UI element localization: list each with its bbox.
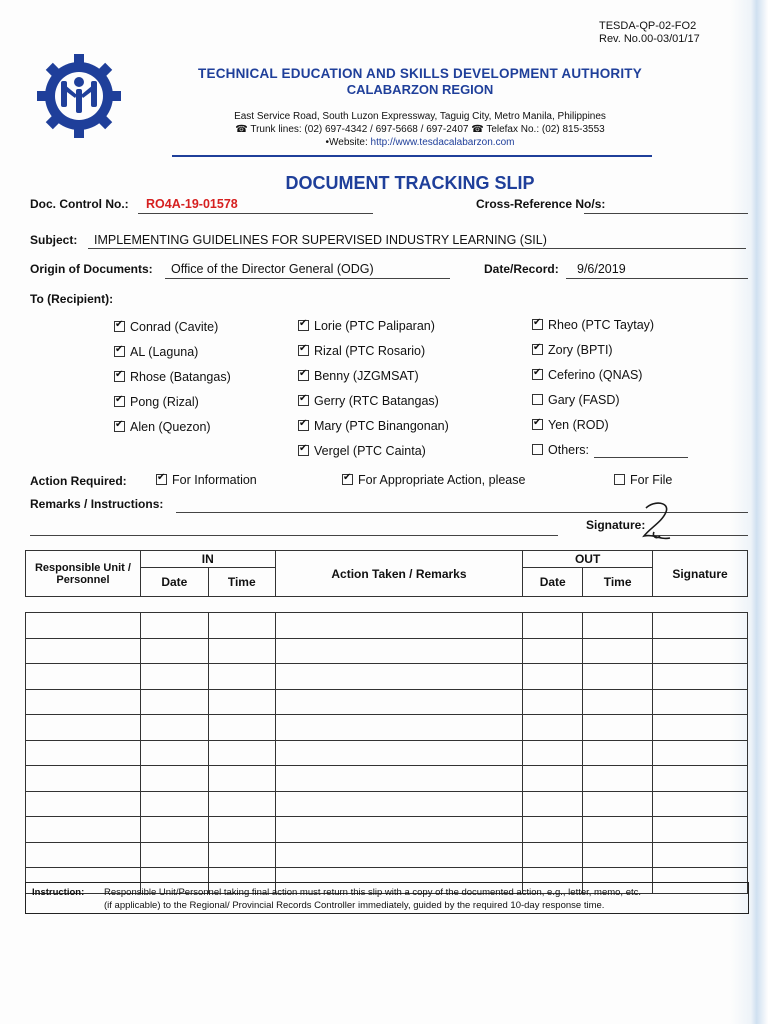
table-cell[interactable] bbox=[275, 638, 523, 664]
date-record-label: Date/Record: bbox=[484, 262, 559, 276]
table-cell[interactable] bbox=[583, 842, 653, 868]
checkbox-checked[interactable] bbox=[298, 370, 309, 381]
checkbox-checked[interactable] bbox=[114, 396, 125, 407]
table-row bbox=[26, 766, 748, 792]
table-row bbox=[26, 842, 748, 868]
table-cell[interactable] bbox=[523, 766, 583, 792]
table-cell[interactable] bbox=[275, 791, 523, 817]
col-in-date: Date bbox=[140, 568, 208, 597]
phone-icon: ☎ bbox=[235, 124, 248, 135]
table-cell[interactable] bbox=[523, 842, 583, 868]
table-cell[interactable] bbox=[208, 715, 275, 741]
checkbox-checked[interactable] bbox=[114, 371, 125, 382]
checkbox-checked[interactable] bbox=[298, 445, 309, 456]
col-action-taken: Action Taken / Remarks bbox=[275, 551, 523, 597]
doc-control-line bbox=[138, 213, 373, 214]
tracking-table-body bbox=[25, 612, 748, 894]
org-region: CALABARZON REGION bbox=[346, 82, 494, 97]
table-row bbox=[26, 638, 748, 664]
cross-ref-line bbox=[584, 213, 748, 214]
table-cell[interactable] bbox=[523, 664, 583, 690]
table-cell[interactable] bbox=[140, 740, 208, 766]
recipient-item[interactable] bbox=[298, 394, 449, 419]
table-cell[interactable] bbox=[523, 613, 583, 639]
form-code-block bbox=[599, 20, 700, 46]
table-cell[interactable] bbox=[208, 842, 275, 868]
trunk-lines: Trunk lines: (02) 697-4342 / 697-5668 / 697-2407 bbox=[250, 124, 469, 135]
col-signature: Signature bbox=[653, 551, 748, 597]
recipient-item[interactable] bbox=[298, 369, 449, 394]
table-row bbox=[26, 715, 748, 741]
table-cell[interactable] bbox=[653, 689, 748, 715]
recipient-item-label: Mary (PTC Binangonan) bbox=[314, 419, 449, 433]
date-record-line bbox=[566, 278, 748, 279]
table-cell[interactable] bbox=[523, 817, 583, 843]
table-cell[interactable] bbox=[583, 689, 653, 715]
recipient-item[interactable] bbox=[114, 320, 231, 345]
action-option[interactable] bbox=[156, 473, 257, 487]
table-row bbox=[26, 817, 748, 843]
table-cell[interactable] bbox=[653, 842, 748, 868]
table-cell[interactable] bbox=[208, 740, 275, 766]
others-line bbox=[594, 457, 688, 458]
table-cell[interactable] bbox=[275, 613, 523, 639]
table-cell[interactable] bbox=[140, 664, 208, 690]
table-cell[interactable] bbox=[523, 689, 583, 715]
org-address-block bbox=[160, 110, 680, 149]
table-cell[interactable] bbox=[583, 613, 653, 639]
table-cell[interactable] bbox=[583, 638, 653, 664]
recipient-col-2 bbox=[298, 319, 449, 469]
org-website-line bbox=[160, 136, 680, 149]
recipient-item-label: Others: bbox=[548, 443, 589, 457]
subject-label: Subject: bbox=[30, 233, 78, 247]
table-cell[interactable] bbox=[275, 740, 523, 766]
table-cell[interactable] bbox=[583, 664, 653, 690]
table-cell[interactable] bbox=[140, 613, 208, 639]
recipient-item-label: Rhose (Batangas) bbox=[130, 370, 231, 384]
org-name: TECHNICAL EDUCATION AND SKILLS DEVELOPMENT AUTHORITY bbox=[198, 66, 642, 81]
table-cell[interactable] bbox=[275, 689, 523, 715]
recipient-label: To (Recipient): bbox=[30, 292, 114, 306]
table-row bbox=[26, 740, 748, 766]
table-cell[interactable] bbox=[26, 689, 141, 715]
checkbox-checked[interactable] bbox=[114, 321, 125, 332]
recipient-item-label: Alen (Quezon) bbox=[130, 420, 211, 434]
revision-number: Rev. No.00-03/01/17 bbox=[599, 33, 700, 45]
table-cell[interactable] bbox=[26, 791, 141, 817]
origin-line bbox=[165, 278, 450, 279]
recipient-item[interactable] bbox=[114, 395, 231, 420]
col-responsible-unit: Responsible Unit / Personnel bbox=[26, 551, 141, 597]
table-cell[interactable] bbox=[275, 842, 523, 868]
page-title: DOCUMENT TRACKING SLIP bbox=[285, 173, 535, 193]
checkbox-unchecked[interactable] bbox=[532, 444, 543, 455]
action-required-label: Action Required: bbox=[30, 474, 127, 488]
form-code: TESDA-QP-02-FO2 bbox=[599, 20, 697, 32]
table-cell[interactable] bbox=[208, 766, 275, 792]
table-row bbox=[26, 664, 748, 690]
checkbox-checked[interactable] bbox=[114, 346, 125, 357]
col-in: IN bbox=[140, 551, 275, 568]
table-cell[interactable] bbox=[653, 613, 748, 639]
handwritten-signature bbox=[630, 496, 680, 544]
instruction-label: Instruction: bbox=[32, 887, 85, 898]
date-record-value: 9/6/2019 bbox=[577, 262, 626, 276]
table-cell[interactable] bbox=[140, 842, 208, 868]
recipient-item-label: Conrad (Cavite) bbox=[130, 320, 219, 334]
table-row bbox=[26, 613, 748, 639]
action-option[interactable] bbox=[614, 473, 672, 487]
doc-control-value: RO4A-19-01578 bbox=[146, 197, 238, 211]
recipient-item[interactable] bbox=[532, 418, 654, 443]
table-cell[interactable] bbox=[26, 638, 141, 664]
recipient-item[interactable] bbox=[532, 443, 654, 468]
checkbox-checked[interactable] bbox=[532, 344, 543, 355]
checkbox-checked[interactable] bbox=[298, 395, 309, 406]
action-option-label: For Information bbox=[172, 473, 257, 487]
action-option-label: For File bbox=[630, 473, 673, 487]
table-cell[interactable] bbox=[208, 817, 275, 843]
table-cell[interactable] bbox=[140, 817, 208, 843]
recipient-item[interactable] bbox=[114, 420, 231, 445]
table-cell[interactable] bbox=[583, 817, 653, 843]
website-link[interactable]: http://www.tesdacalabarzon.com bbox=[370, 137, 515, 148]
checkbox-checked[interactable] bbox=[298, 420, 309, 431]
signature-label: Signature: bbox=[586, 518, 646, 532]
table-cell[interactable] bbox=[140, 689, 208, 715]
table-cell[interactable] bbox=[140, 766, 208, 792]
action-option[interactable] bbox=[342, 473, 525, 487]
recipient-item[interactable] bbox=[532, 368, 654, 393]
org-phones bbox=[160, 123, 680, 136]
website-label: •Website: bbox=[325, 137, 368, 148]
table-cell[interactable] bbox=[26, 842, 141, 868]
table-cell[interactable] bbox=[26, 613, 141, 639]
tesda-logo bbox=[31, 51, 127, 141]
origin-label: Origin of Documents: bbox=[30, 262, 153, 276]
org-address: East Service Road, South Luzon Expressway, Taguig City, Metro Manila, Philippines bbox=[234, 111, 606, 122]
table-row bbox=[26, 689, 748, 715]
recipient-item-label: Pong (Rizal) bbox=[130, 395, 199, 409]
table-cell[interactable] bbox=[523, 740, 583, 766]
instruction-text-1: Responsible Unit/Personnel taking final action must return this slip with a copy of the documented action, e.g., letter, memo, etc. bbox=[104, 887, 642, 898]
table-cell[interactable] bbox=[26, 715, 141, 741]
recipient-item[interactable] bbox=[532, 393, 654, 418]
table-cell[interactable] bbox=[583, 715, 653, 741]
col-in-time: Time bbox=[208, 568, 275, 597]
checkbox-checked[interactable] bbox=[298, 345, 309, 356]
table-cell[interactable] bbox=[523, 715, 583, 741]
table-cell[interactable] bbox=[275, 766, 523, 792]
doc-control-label: Doc. Control No.: bbox=[30, 197, 129, 211]
table-cell[interactable] bbox=[583, 740, 653, 766]
recipient-item-label: Zory (BPTI) bbox=[548, 343, 613, 357]
table-cell[interactable] bbox=[653, 766, 748, 792]
col-out-time: Time bbox=[583, 568, 653, 597]
phone-icon: ☎ bbox=[471, 124, 484, 135]
checkbox-checked[interactable] bbox=[156, 474, 167, 485]
recipient-item-label: Rizal (PTC Rosario) bbox=[314, 344, 426, 358]
instruction-text-2: (if applicable) to the Regional/ Provincial Records Controller immediately, guided by the required 10-day response time. bbox=[104, 900, 605, 911]
recipient-item-label: Lorie (PTC Paliparan) bbox=[314, 319, 435, 333]
table-cell[interactable] bbox=[653, 817, 748, 843]
col-out: OUT bbox=[523, 551, 653, 568]
table-cell[interactable] bbox=[208, 689, 275, 715]
header-rule bbox=[172, 155, 652, 157]
checkbox-unchecked[interactable] bbox=[532, 394, 543, 405]
table-cell[interactable] bbox=[140, 791, 208, 817]
recipient-item[interactable] bbox=[114, 370, 231, 395]
recipient-col-3 bbox=[532, 318, 654, 468]
table-cell[interactable] bbox=[26, 817, 141, 843]
recipient-item[interactable] bbox=[114, 345, 231, 370]
table-cell[interactable] bbox=[26, 664, 141, 690]
table-cell[interactable] bbox=[653, 664, 748, 690]
table-cell[interactable] bbox=[653, 638, 748, 664]
tracking-table-header bbox=[25, 550, 748, 597]
checkbox-checked[interactable] bbox=[114, 421, 125, 432]
table-cell[interactable] bbox=[275, 664, 523, 690]
recipient-item-label: Ceferino (QNAS) bbox=[548, 368, 643, 382]
table-cell[interactable] bbox=[523, 638, 583, 664]
instruction-box bbox=[25, 882, 749, 914]
recipient-item[interactable] bbox=[532, 343, 654, 368]
recipient-item[interactable] bbox=[298, 319, 449, 344]
checkbox-unchecked[interactable] bbox=[614, 474, 625, 485]
recipient-item[interactable] bbox=[298, 444, 449, 469]
table-cell[interactable] bbox=[26, 740, 141, 766]
table-cell[interactable] bbox=[208, 664, 275, 690]
table-cell[interactable] bbox=[583, 791, 653, 817]
remarks-line-2 bbox=[30, 535, 558, 536]
recipient-item[interactable] bbox=[298, 419, 449, 444]
table-cell[interactable] bbox=[140, 715, 208, 741]
table-cell[interactable] bbox=[653, 791, 748, 817]
recipient-col-1 bbox=[114, 320, 231, 445]
recipient-item-label: Vergel (PTC Cainta) bbox=[314, 444, 426, 458]
checkbox-checked[interactable] bbox=[532, 369, 543, 380]
checkbox-checked[interactable] bbox=[298, 320, 309, 331]
table-cell[interactable] bbox=[26, 766, 141, 792]
recipient-item-label: AL (Laguna) bbox=[130, 345, 199, 359]
table-cell[interactable] bbox=[275, 715, 523, 741]
remarks-label: Remarks / Instructions: bbox=[30, 497, 164, 511]
recipient-item[interactable] bbox=[298, 344, 449, 369]
checkbox-checked[interactable] bbox=[342, 474, 353, 485]
origin-value: Office of the Director General (ODG) bbox=[171, 262, 374, 276]
recipient-item-label: Benny (JZGMSAT) bbox=[314, 369, 419, 383]
recipient-item-label: Yen (ROD) bbox=[548, 418, 609, 432]
table-row bbox=[26, 791, 748, 817]
table-cell[interactable] bbox=[140, 638, 208, 664]
subject-value: IMPLEMENTING GUIDELINES FOR SUPERVISED INDUSTRY LEARNING (SIL) bbox=[94, 233, 547, 247]
checkbox-checked[interactable] bbox=[532, 419, 543, 430]
col-out-date: Date bbox=[523, 568, 583, 597]
recipient-item[interactable] bbox=[532, 318, 654, 343]
table-cell[interactable] bbox=[653, 715, 748, 741]
recipient-item-label: Gerry (RTC Batangas) bbox=[314, 394, 439, 408]
table-cell[interactable] bbox=[275, 817, 523, 843]
recipient-item-label: Gary (FASD) bbox=[548, 393, 620, 407]
table-cell[interactable] bbox=[208, 613, 275, 639]
table-cell[interactable] bbox=[208, 791, 275, 817]
table-cell[interactable] bbox=[523, 791, 583, 817]
table-cell[interactable] bbox=[208, 638, 275, 664]
checkbox-checked[interactable] bbox=[532, 319, 543, 330]
subject-line bbox=[88, 248, 746, 249]
table-cell[interactable] bbox=[583, 766, 653, 792]
recipient-item-label: Rheo (PTC Taytay) bbox=[548, 318, 655, 332]
table-cell[interactable] bbox=[653, 740, 748, 766]
telefax: Telefax No.: (02) 815-3553 bbox=[486, 124, 605, 135]
cross-ref-label: Cross-Reference No/s: bbox=[476, 197, 606, 211]
action-option-label: For Appropriate Action, please bbox=[358, 473, 526, 487]
